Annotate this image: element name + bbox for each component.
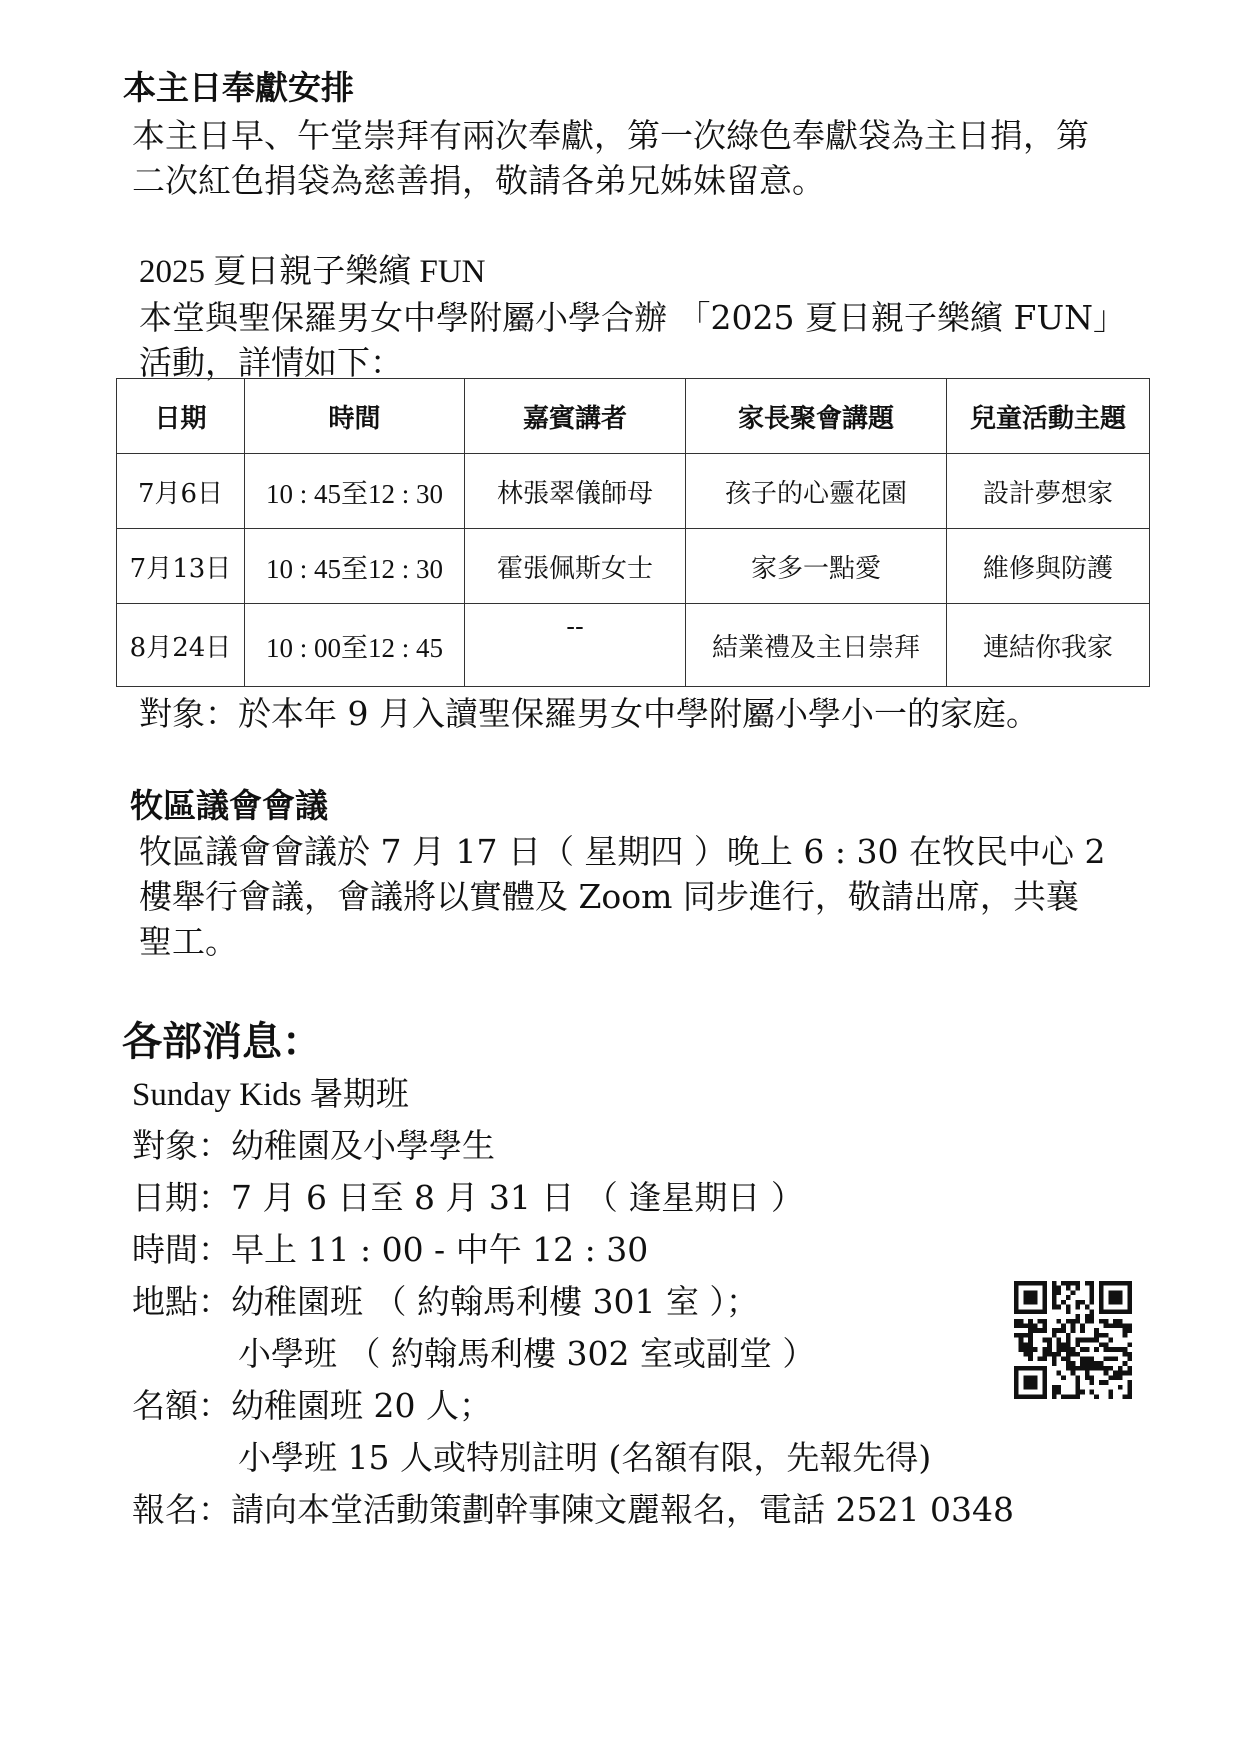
sunday-kids-venue-1: 地點：幼稚園班 （ 約翰馬利樓 301 室 ）； xyxy=(132,1282,759,1321)
departments-heading: 各部消息： xyxy=(122,1018,322,1065)
council-title: 牧區議會會議 xyxy=(130,786,328,825)
table-cell-parent-topic: 孩子的心靈花園 xyxy=(686,454,947,529)
table-cell-speaker: -- xyxy=(465,604,686,687)
table-cell-time: 10 : 00至12 : 45 xyxy=(245,604,465,687)
offering-title: 本主日奉獻安排 xyxy=(123,68,354,107)
column-header-parent-topic: 家長聚會講題 xyxy=(686,379,947,454)
table-cell-speaker: 林張翠儀師母 xyxy=(465,454,686,529)
table-cell-child-theme: 連結你我家 xyxy=(947,604,1150,687)
activity-schedule-table xyxy=(116,378,1150,687)
table-cell-date: 8月24日 xyxy=(117,604,245,687)
sunday-kids-venue-2: 小學班 （ 約翰馬利樓 302 室或副堂 ） xyxy=(238,1334,816,1373)
table-cell-date: 7月6日 xyxy=(117,454,245,529)
column-header-speaker: 嘉賓講者 xyxy=(465,379,686,454)
table-cell-time: 10 : 45至12 : 30 xyxy=(245,529,465,604)
table-row xyxy=(117,529,1150,604)
table-cell-child-theme: 設計夢想家 xyxy=(947,454,1150,529)
summer-fun-line-2: 活動，詳情如下： xyxy=(139,343,403,382)
sunday-kids-target: 對象：幼稚園及小學學生 xyxy=(132,1126,495,1165)
sunday-kids-quota-2: 小學班 15 人或特別註明 (名額有限，先報先得) xyxy=(238,1438,932,1477)
table-cell-date: 7月13日 xyxy=(117,529,245,604)
table-cell-child-theme: 維修與防護 xyxy=(947,529,1150,604)
qr-code-icon[interactable] xyxy=(1014,1281,1132,1399)
sunday-kids-title: Sunday Kids 暑期班 xyxy=(132,1077,409,1113)
table-cell-parent-topic: 結業禮及主日崇拜 xyxy=(686,604,947,687)
table-row xyxy=(117,454,1150,529)
table-cell-speaker: 霍張佩斯女士 xyxy=(465,529,686,604)
offering-line-2: 二次紅色捐袋為慈善捐，敬請各弟兄姊妹留意。 xyxy=(132,161,825,200)
sunday-kids-date: 日期：7 月 6 日至 8 月 31 日 （ 逢星期日 ） xyxy=(132,1178,804,1217)
table-header-row xyxy=(117,379,1150,454)
column-header-time: 時間 xyxy=(245,379,465,454)
summer-fun-title: 2025 夏日親子樂繽 FUN xyxy=(139,254,486,290)
council-line-1: 牧區議會會議於 7 月 17 日（ 星期四 ）晚上 6 : 30 在牧民中心 2 xyxy=(139,832,1106,871)
column-header-child-theme: 兒童活動主題 xyxy=(947,379,1150,454)
table-row xyxy=(117,604,1150,687)
summer-fun-target: 對象：於本年 9 月入讀聖保羅男女中學附屬小學小一的家庭。 xyxy=(139,694,1039,733)
table-cell-parent-topic: 家多一點愛 xyxy=(686,529,947,604)
column-header-date: 日期 xyxy=(117,379,245,454)
sunday-kids-quota-1: 名額：幼稚園班 20 人； xyxy=(132,1386,492,1425)
table-cell-time: 10 : 45至12 : 30 xyxy=(245,454,465,529)
council-line-2: 樓舉行會議，會議將以實體及 Zoom 同步進行，敬請出席，共襄 xyxy=(139,877,1079,916)
sunday-kids-time: 時間：早上 11 : 00 - 中午 12 : 30 xyxy=(132,1230,649,1269)
summer-fun-line-1: 本堂與聖保羅男女中學附屬小學合辦 「2025 夏日親子樂繽 FUN」 xyxy=(139,298,1127,337)
offering-line-1: 本主日早、午堂崇拜有兩次奉獻，第一次綠色奉獻袋為主日捐，第 xyxy=(132,116,1089,155)
council-line-3: 聖工。 xyxy=(139,922,238,961)
sunday-kids-register: 報名：請向本堂活動策劃幹事陳文麗報名，電話 2521 0348 xyxy=(132,1490,1014,1529)
